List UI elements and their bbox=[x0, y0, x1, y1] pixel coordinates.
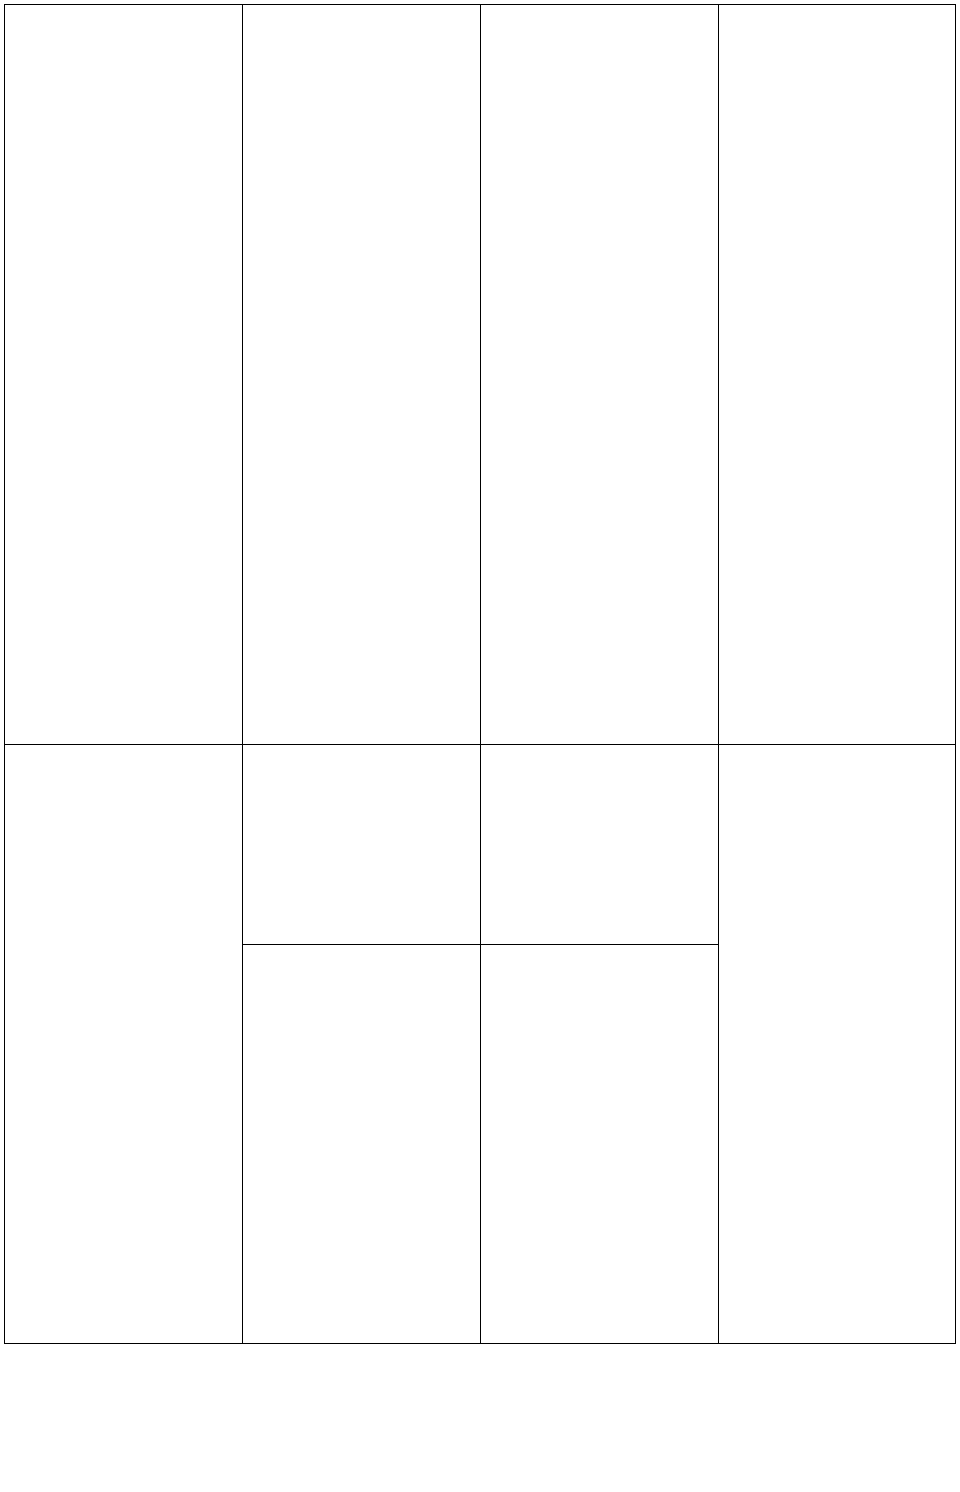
table-left-border bbox=[4, 4, 5, 1344]
table-right-border bbox=[955, 4, 956, 1344]
column-divider-2 bbox=[480, 4, 481, 1344]
column-divider-3 bbox=[718, 4, 719, 1344]
column-divider-1 bbox=[242, 4, 243, 1344]
